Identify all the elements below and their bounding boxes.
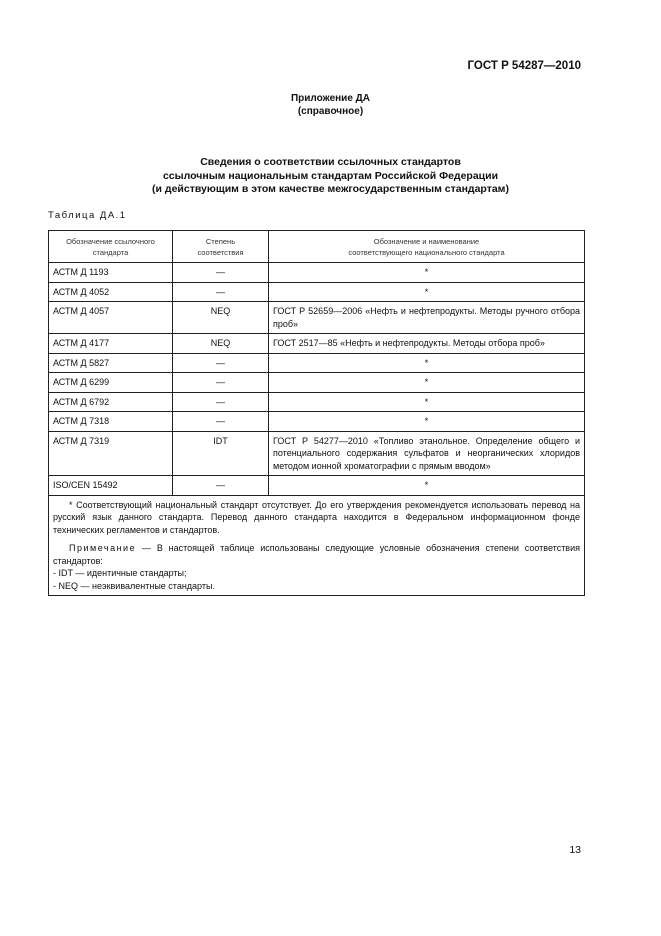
footnote: * Соответствующий национальный стандарт отсутствует. До его утверждения рекомендуется использовать перевод на русский язык данного стандарта. Перевод данного стандарта находится в Федеральном информационном фонде технических регламентов и стандартов. [53,499,580,535]
cell-degree: — [173,392,269,412]
cell-national: * [269,476,585,496]
table-header-row [49,231,585,263]
table-caption: Таблица ДА.1 [48,210,127,221]
cell-national: * [269,412,585,432]
cell-reference: АСТМ Д 7318 [49,412,173,432]
header-reference-standard: Обозначение ссылочного стандарта [49,231,173,263]
cell-degree: IDT [173,431,269,476]
correspondence-table [48,230,585,596]
table-row [49,431,585,476]
cell-degree: NEQ [173,334,269,354]
section-heading [0,156,661,197]
note-label: Примечание [69,543,137,553]
table-row [49,334,585,354]
cell-national: ГОСТ 2517—85 «Нефть и нефтепродукты. Методы отбора проб» [269,334,585,354]
cell-degree: — [173,476,269,496]
table-row [49,353,585,373]
appendix-subtitle: (справочное) [297,106,364,117]
cell-degree: NEQ [173,302,269,334]
cell-reference: АСТМ Д 6299 [49,373,173,393]
cell-national: * [269,373,585,393]
cell-national: ГОСТ Р 54277—2010 «Топливо этанольное. Определение общего и потенциального содержания сульфатов и неорганических хлоридов методом ионной хроматографии с прямым вводом» [269,431,585,476]
cell-reference: ISO/CEN 15492 [49,476,173,496]
document-code: ГОСТ Р 54287—2010 [467,60,581,72]
note-paragraph [53,542,580,567]
cell-national: * [269,263,585,283]
cell-degree: — [173,282,269,302]
cell-reference: АСТМ Д 7319 [49,431,173,476]
cell-degree: — [173,353,269,373]
table-row [49,263,585,283]
note-text: — В настоящей таблице использованы следующие условные обозначения степени соответствия стандартов: [53,543,580,566]
table-row [49,412,585,432]
cell-degree: — [173,373,269,393]
table-notes [49,495,585,596]
legend-neq: - NEQ — неэквивалентные стандарты. [53,580,215,591]
heading-line-1: Сведения о соответствии ссылочных стандартов [200,156,461,168]
header-degree: Степень соответствия [173,231,269,263]
table-row [49,302,585,334]
heading-line-2: ссылочным национальным стандартам Российской Федерации [162,169,499,182]
cell-reference: АСТМ Д 6792 [49,392,173,412]
cell-national: * [269,282,585,302]
cell-reference: АСТМ Д 4177 [49,334,173,354]
header-national-standard: Обозначение и наименование соответствующего национального стандарта [269,231,585,263]
legend-idt: - IDT — идентичные стандарты; [53,568,187,578]
cell-degree: — [173,412,269,432]
table-notes-row [49,495,585,596]
cell-reference: АСТМ Д 1193 [49,263,173,283]
cell-degree: — [173,263,269,283]
cell-reference: АСТМ Д 5827 [49,353,173,373]
table-row [49,476,585,496]
page-number: 13 [569,844,581,856]
appendix-title: Приложение ДА [290,93,371,104]
table-row [49,373,585,393]
cell-reference: АСТМ Д 4057 [49,302,173,334]
appendix-block [0,92,661,118]
heading-line-3: (и действующим в этом качестве межгосударственным стандартам) [152,183,509,195]
cell-national: * [269,353,585,373]
table-row [49,282,585,302]
cell-national: ГОСТ Р 52659—2006 «Нефть и нефтепродукты. Методы ручного отбора проб» [269,302,585,334]
cell-national: * [269,392,585,412]
cell-reference: АСТМ Д 4052 [49,282,173,302]
table-row [49,392,585,412]
